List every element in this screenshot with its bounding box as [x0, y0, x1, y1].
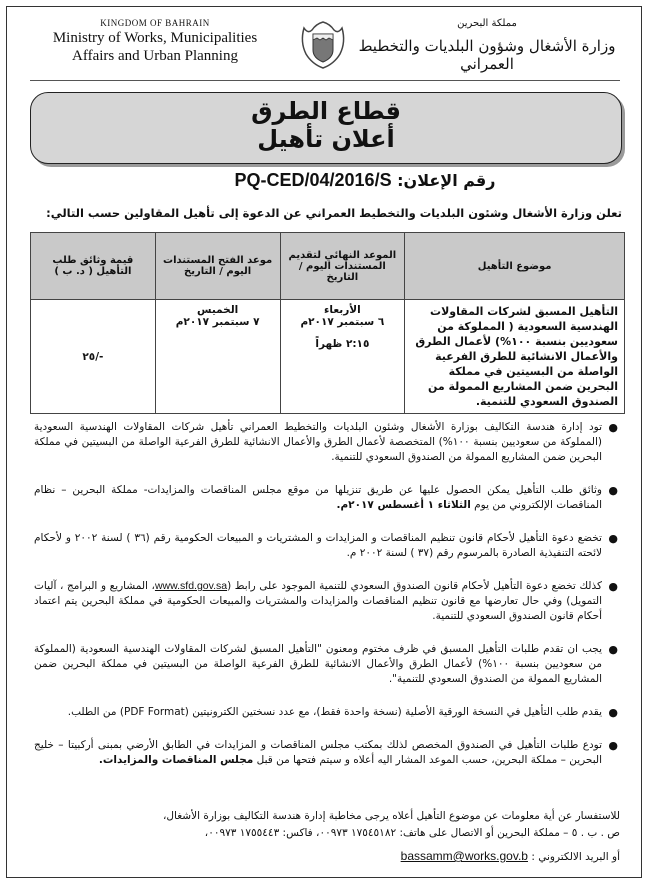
- title-box: [30, 92, 622, 164]
- bullet-text: يجب ان تقدم طلبات التأهيل المسبق في ظرف مختوم ومعنون "التأهيل المسبق لشركات المقاولات الهندسية السعودية (المملوكة من سعوديين بنسبة ١٠٠%) لأعمال الطرق والأعمال الانشائية للطرق الفرعية الواصلة من البسيتين في مملكة البحرين ضمن المشاريع الممولة من الصندوق السعودي للتنمية".: [34, 643, 603, 685]
- ministry-name-en-2: Affairs and Urban Planning: [72, 48, 238, 64]
- sfd-link[interactable]: www.sfd.gov.sa: [154, 580, 228, 592]
- ministry-name-ar: وزارة الأشغال وشؤون البلديات والتخطيط العمراني: [358, 37, 616, 73]
- header-divider: [30, 80, 620, 81]
- cell-deadline: [280, 300, 405, 414]
- bullet-text: تخضع دعوة التأهيل لأحكام قانون تنظيم المناقصات و المزايدات و المشتريات و المبيعات الحكومية رقم (٣٦ ) لسنة ٢٠٠٢ و لأحكام لائحته التنفيذية الصادرة بالمرسوم رقم (٣٧ ) لسنة ٢٠٠٢ م.: [34, 532, 602, 559]
- email-label: أو البريد الالكتروني :: [531, 851, 620, 863]
- opening-day: الخميس: [196, 304, 239, 316]
- deadline-time: ٢:١٥ ظهراً: [315, 338, 370, 350]
- reference-line: [170, 170, 560, 191]
- opening-date: ٧ سبتمبر ٢٠١٧م: [175, 316, 260, 328]
- list-item: [34, 579, 620, 624]
- bahrain-emblem-icon: [298, 18, 348, 70]
- list-item: [34, 642, 620, 687]
- header-arabic: [352, 18, 622, 73]
- kingdom-label-ar: مملكة البحرين: [457, 18, 517, 29]
- header-deadline: الموعد النهائي لتقديم المستندات اليوم / التاريخ: [280, 233, 405, 300]
- email-link[interactable]: bassamm@works.gov.b: [400, 849, 528, 863]
- bullet-icon: ●: [608, 421, 618, 434]
- bullet-text: وثائق طلب التأهيل يمكن الحصول عليها عن طريق تنزيلها من موقع مجلس المناقصات والمزايدات- مملكة البحرين – نظام المناقصات الإلكتروني من يوم: [34, 484, 602, 511]
- reference-label: رقم الإعلان:: [397, 171, 496, 190]
- contact-footer: [34, 808, 620, 866]
- reference-code: PQ-CED/04/2016/S: [234, 170, 392, 190]
- list-item: [34, 705, 620, 720]
- bullet-bold-text: مجلس المناقصات والمزايدات.: [98, 754, 254, 766]
- list-item: [34, 420, 620, 465]
- cell-opening: [155, 300, 280, 414]
- header-fee: قيمة وثائق طلب التأهيل ( د. ب ): [31, 233, 156, 300]
- bullet-icon: ●: [608, 643, 618, 656]
- footer-line-2: ص . ب . ٥ – مملكة البحرين أو الاتصال على هاتف: ١٧٥٤٥١٨٢ ٠٠٩٧٣، فاكس: ١٧٥٥٤٤٣ ٠٠٩٧٣،: [204, 827, 620, 839]
- intro-text: تعلن وزارة الأشغال وشئون البلديات والتخطيط العمراني عن الدعوة إلى تأهيل المقاولين حسب التالي:: [46, 206, 622, 220]
- bullet-bold-date: الثلاثاء ١ أغسطس ٢٠١٧م.: [336, 499, 471, 511]
- notice-title: أعلان تأهيل: [257, 125, 395, 153]
- sector-title: قطاع الطرق: [251, 97, 401, 125]
- bullet-icon: ●: [608, 484, 618, 497]
- header-opening: موعد الفتح المستندات اليوم / التاريخ: [155, 233, 280, 300]
- bullet-text: تودع طلبات التأهيل في الصندوق المخصص لذلك بمكتب مجلس المناقصات و المزايدات في الطابق الأرضي بمبنى أركبيتا – خليج البحرين – مملكة البحرين، حسب الموعد المشار اليه أعلاه و سيتم فتحها من قبل: [34, 739, 602, 766]
- bullet-text: تود إدارة هندسة التكاليف بوزارة الأشغال وشئون البلديات والتخطيط العمراني تأهيل شركات المقاولات الهندسية السعودية (المملوكة من سعوديين بنسبة ١٠٠%) المتخصصة لأعمال الطرق والأعمال الانشائية للطرق الفرعية الواصلة من البسيتين في مملكة البحرين ضمن المشاريع الممولة من الصندوق السعودي للتنمية.: [34, 421, 602, 463]
- cell-subject: التأهيل المسبق لشركات المقاولات الهندسية السعودية ( المملوكة من سعوديين بنسبة ١٠٠%) لأعمال الطرق والأعمال الانشائية للطرق الفرعية الواصلة من البسيتين في مملكة البحرين ضمن المشاريع الممولة من الصندوق السعودي للتنمية.: [405, 300, 625, 414]
- header-english: [30, 18, 280, 64]
- qualification-table: [30, 232, 625, 414]
- kingdom-label-en: KINGDOM OF BAHRAIN: [100, 18, 210, 28]
- list-item: [34, 531, 620, 561]
- deadline-day: الأربعاء: [324, 304, 361, 316]
- bullet-text: ، المشاريع و البرامج ، آليات التمويل) وفي حال تعارضها مع قانون تنظيم المناقصات والمزايدات والمشتريات والمبيعات الحكومية في مملكة البحرين يتم اعتماد أحكام قانون الصندوق السعودي للتنمية.: [34, 580, 602, 622]
- footer-line-3: [34, 848, 620, 866]
- ministry-name-en-1: Ministry of Works, Municipalities: [52, 30, 258, 46]
- table-header-row: [31, 233, 625, 300]
- footer-line-1: للاستفسار عن أية معلومات عن موضوع التأهيل أعلاه يرجى مخاطبة إدارة هندسة التكاليف بوزارة الأشغال،: [163, 810, 620, 822]
- bullet-icon: ●: [608, 706, 618, 719]
- bullet-text: كذلك تخضع دعوة التأهيل لأحكام قانون الصندوق السعودي للتنمية الموجود على رابط (: [227, 580, 602, 592]
- list-item: [34, 483, 620, 513]
- bullet-icon: ●: [608, 532, 618, 545]
- deadline-date: ٦ سبتمبر ٢٠١٧م: [300, 316, 385, 328]
- cell-fee: -/٢٥: [31, 300, 156, 414]
- bullet-icon: ●: [608, 580, 618, 593]
- bullet-icon: ●: [608, 739, 618, 752]
- table-row: [31, 300, 625, 414]
- bullet-text: يقدم طلب التأهيل في النسخة الورقية الأصلية (نسخة واحدة فقط)، مع عدد نسختين الكترونيتين (PDF Format) من الطلب.: [67, 706, 602, 718]
- header-subject: موضوع التأهيل: [405, 233, 625, 300]
- list-item: [34, 738, 620, 768]
- conditions-list: [34, 420, 620, 768]
